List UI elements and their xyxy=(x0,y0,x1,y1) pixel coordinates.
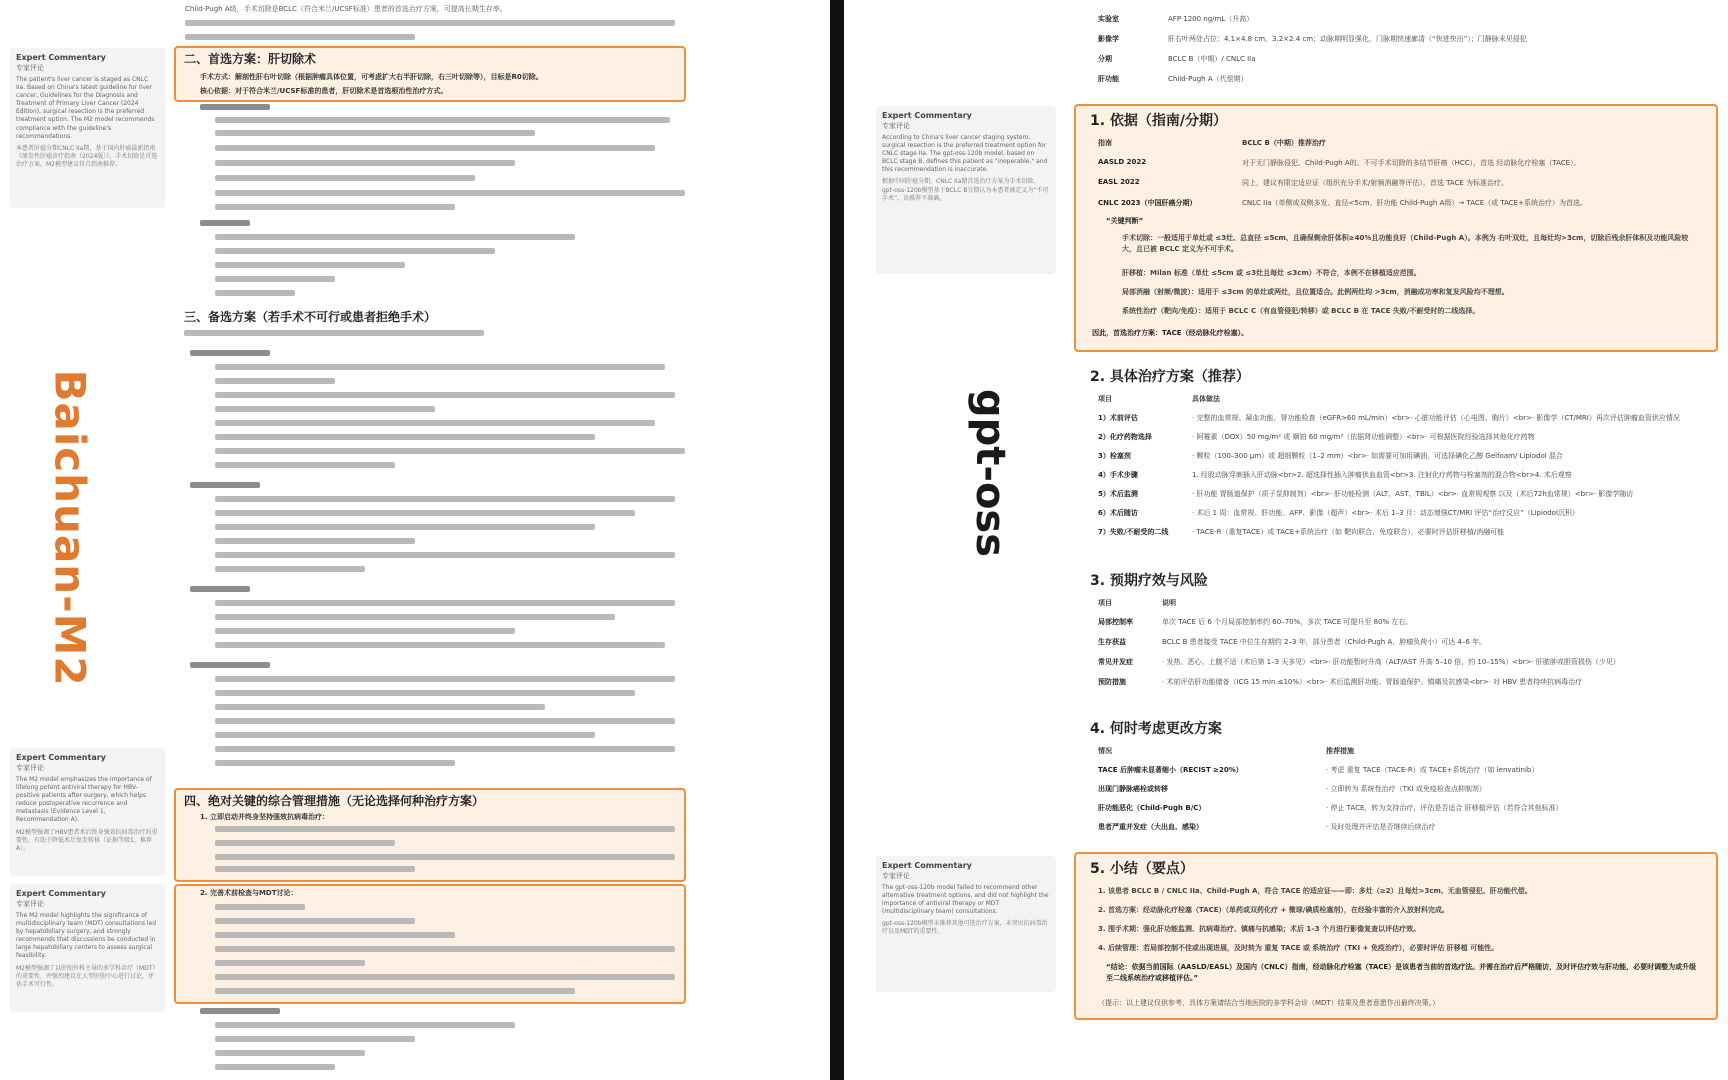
text-line xyxy=(215,642,665,648)
text-line xyxy=(200,220,250,226)
text-line xyxy=(190,586,250,592)
text-line xyxy=(215,406,435,412)
info-label: 肝功能 xyxy=(1098,75,1119,83)
text-line xyxy=(215,524,595,530)
table-cell: · 肝功能 胃肠道保护（质子泵抑制剂）<br>· 肝功能检测（ALT、AST、TBIL）<br>· 血常规观察 以及（术后72h血常规）<br>· 影像学随访 xyxy=(1192,490,1634,498)
text-line xyxy=(215,614,615,620)
model-label-gpt-oss: gpt-oss xyxy=(967,388,1013,558)
text-line xyxy=(190,662,270,668)
text-line xyxy=(215,946,675,952)
section-heading: 二、首选方案：肝切除术 xyxy=(184,52,317,66)
text-line xyxy=(215,932,455,938)
table-cell: 单次 TACE 后 6 个月局部控制率约 60–70%，多次 TACE 可提升至 80% 左右。 xyxy=(1162,618,1413,626)
text-line xyxy=(200,104,270,110)
text-line xyxy=(215,190,685,196)
text-line xyxy=(215,378,335,384)
section-heading: 5. 小结（要点） xyxy=(1090,861,1194,877)
text-line xyxy=(215,462,395,468)
expert-commentary-card xyxy=(10,748,165,876)
text-line xyxy=(215,854,675,860)
card-text-en: The M2 model emphasizes the importance of lifelong potent antiviral therapy for HBV-positive patients after surgery, which helps reduce postoperative recurrence and metastasis (Evidence Level 1, Recommendation A). xyxy=(16,776,152,824)
table-cell: 3）栓塞剂 xyxy=(1098,452,1131,460)
card-text-zh: M2模型强调了以肝胆外科主导的多学科诊疗（MDT）的重要性，并强烈建议在大型肝胆中心进行讨论，评估手术可行性。 xyxy=(16,964,159,988)
card-text-zh: M2模型强调了HBV患者术后终身强效抗病毒治疗的重要性，有助于降低术后复发转移（证据等级1，推荐A）。 xyxy=(16,828,158,852)
table-cell: 患者严重并发症（大出血、感染） xyxy=(1098,823,1203,831)
card-text-zh: 根据中国肝癌分期，CNLC IIa期首选治疗方案为手术切除。gpt-oss-120b模型基于BCLC B分期认为本患者被定义为“不可手术”，该推荐不准确。 xyxy=(882,178,1049,202)
conclusion-quote: “结论：依据当前国际（AASLD/EASL）及国内（CNLC）指南，经动脉化疗栓塞（TACE）是该患者当前的首选疗法。并需在治疗后严格随访，及时评估疗效与肝功能，必要时调整为或升级至二线系统治疗或移植评估。” xyxy=(1106,963,1697,983)
text-line xyxy=(215,175,475,181)
table-cell: · 考虑 重复 TACE（TACE-R）或 TACE+系统治疗（如 lenvatinib） xyxy=(1326,766,1539,774)
expert-commentary-card xyxy=(10,48,165,208)
table-header: 项目 xyxy=(1098,395,1112,403)
card-title: Expert Commentary xyxy=(16,889,106,898)
text-line xyxy=(215,732,595,738)
text-line xyxy=(215,262,405,268)
text-line xyxy=(215,690,635,696)
table-cell: 5）术后监测 xyxy=(1098,490,1138,498)
table-cell: CNLC IIa（单侧或双侧多发、直径<5cm、肝功能 Child-Pugh A级）→ TACE（或 TACE+系统治疗）为首选。 xyxy=(1242,199,1587,207)
table-cell: · TACE-R（重复TACE）或 TACE+系统治疗（如 靶向联合、免疫联合），必要时评估肝移植/消融可能 xyxy=(1192,528,1505,536)
text-line xyxy=(215,1064,335,1070)
section-point: 核心依据：对于符合米兰/UCSF标准的患者，肝切除术是首选根治性治疗方式。 xyxy=(200,87,448,95)
card-subtitle: 专家评论 xyxy=(882,872,910,880)
text-line xyxy=(215,840,395,846)
card-title: Expert Commentary xyxy=(882,861,972,870)
card-text-en: The patient's liver cancer is staged as CNLC IIa. Based on China's latest guideline for liver cancer, Guidelines for the Diagnosis and Treatment of Primary Liver Cancer (2024 Edition), surgical resection is the preferred treatment option. The M2 model recommends compliance with the guideline's recommendations. xyxy=(16,76,155,140)
info-label: 分期 xyxy=(1098,55,1112,63)
expert-commentary-card xyxy=(10,884,165,1012)
bullet: 局部消融（射频/微波）：适用于 ≤3cm 的单灶或两灶，且位置适合。此例两灶均 >3cm，消融成功率和复发风险均不理想。 xyxy=(1122,288,1509,296)
disclaimer: （提示：以上建议仅供参考，具体方案请结合当地医院的多学科会诊（MDT）结果及患者意愿作出最终决策。） xyxy=(1098,999,1440,1007)
text-line xyxy=(215,918,415,924)
table-cell: 4）手术步骤 xyxy=(1098,471,1138,479)
summary-item: 3. 围手术期：强化肝功能监测、抗病毒治疗、镇痛与抗感染；术后 1–3 个月进行影像复查以评估疗效。 xyxy=(1098,925,1421,933)
text-line xyxy=(215,392,675,398)
card-subtitle: 专家评论 xyxy=(16,64,44,72)
card-text-en: According to China's liver cancer staging system, surgical resection is the preferred treatment option for CNLC stage IIa. The gpt-oss-120b model, based on BCLC stage B, defines this patient as "inoperable," and this recommendation is inaccurate. xyxy=(882,134,1048,174)
pane-divider xyxy=(830,0,844,1080)
table-cell: · 及时处理并评估是否继续后续治疗 xyxy=(1326,823,1436,831)
text-line xyxy=(215,600,675,606)
text-line xyxy=(215,628,515,634)
text-line xyxy=(215,974,675,980)
table-cell: · 术前评估肝功能储备（ICG 15 min ≤10%）<br>· 术后监测肝功能、胃肠道保护、镇痛及抗感染<br>· 对 HBV 患者持续抗病毒治疗 xyxy=(1162,678,1583,686)
info-value: BCLC B（中期）/ CNLC IIa xyxy=(1168,55,1256,63)
table-cell: · 立即转为 系统性治疗（TKI 或免疫检查点抑制剂） xyxy=(1326,785,1486,793)
text-line xyxy=(215,364,665,370)
text-line xyxy=(215,746,675,752)
table-cell: CNLC 2023（中国肝癌分期） xyxy=(1098,199,1197,207)
text-line xyxy=(215,117,670,123)
table-cell: 常见并发症 xyxy=(1098,658,1133,666)
text-line xyxy=(215,826,675,832)
text-line xyxy=(215,1022,515,1028)
table-cell: · 完整的血常规、凝血功能、肾功能检查（eGFR>60 mL/min）<br>· 心脏功能评估（心电图、胸片）<br>· 影像学（CT/MRI）再次评估肿瘤血管供应情况 xyxy=(1192,414,1680,422)
text-line xyxy=(190,482,260,488)
text-line xyxy=(215,204,455,210)
text-line xyxy=(215,1036,415,1042)
card-subtitle: 专家评论 xyxy=(16,764,44,772)
table-cell: · 阿霉素（DOX）50 mg/m² 或 顺铂 60 mg/m²（依据肾功能调整）<br>· 可根据医院经验选择其他化疗药物 xyxy=(1192,433,1535,441)
text-line xyxy=(215,145,655,151)
text-line xyxy=(185,20,675,26)
section-heading: 四、绝对关键的综合管理措施（无论选择何种治疗方案） xyxy=(184,794,485,808)
table-cell: 6）术后随访 xyxy=(1098,509,1138,517)
text-line xyxy=(215,960,365,966)
card-title: Expert Commentary xyxy=(16,753,106,762)
table-cell: TACE 后肿瘤未显著缩小（RECIST ≥20%） xyxy=(1098,766,1243,774)
table-cell: · 发热、恶心、上腹不适（术后第 1–3 天多见）<br>· 肝功能暂时升高（ALT/AST 升高 5–10 倍，约 10–15%）<br>· 肝脓肿或胆管损伤（少见） xyxy=(1162,658,1620,666)
text-line xyxy=(215,538,415,544)
table-cell: 同上，建议有限定适应证（组织充分手术/射频消融等评估），首选 TACE 为标准治疗。 xyxy=(1242,179,1509,187)
info-value: Child-Pugh A（代偿期） xyxy=(1168,75,1248,83)
table-cell: 生存获益 xyxy=(1098,638,1126,646)
text-line xyxy=(215,130,535,136)
table-cell: 局部控制率 xyxy=(1098,618,1133,626)
text-line xyxy=(200,1008,280,1014)
card-subtitle: 专家评论 xyxy=(882,122,910,130)
table-cell: EASL 2022 xyxy=(1098,178,1140,186)
text-line xyxy=(215,904,305,910)
text-line xyxy=(215,434,595,440)
section-heading: 1. 依据（指南/分期） xyxy=(1090,113,1228,129)
card-title: Expert Commentary xyxy=(16,53,106,62)
text-line xyxy=(215,1050,365,1056)
text-line xyxy=(190,350,270,356)
table-header: BCLC B（中期）推荐治疗 xyxy=(1242,139,1326,147)
text-line xyxy=(215,290,295,296)
text-line xyxy=(215,566,365,572)
table-header: 说明 xyxy=(1162,599,1176,607)
table-cell: 1. 经股动脉穿刺插入肝动脉<br>2. 超选择性插入肿瘤供血血管<br>3. 注射化疗药物与栓塞剂的混合物<br>4. 术后观察 xyxy=(1192,471,1572,479)
bullet: 手术切除：一般适用于单灶或 ≤3灶、总直径 ≤5cm、且确保剩余肝体积≥40%且功能良好（Child-Pugh A）。本例为 右叶双灶，且每灶均>3cm，切除后残余肝体积及功能风险较大，且已被 BCLC 定义为不可手术。 xyxy=(1122,234,1689,254)
summary-item: 4. 后续管理：若局部控制不佳或出现进展，及时转为 重复 TACE 或 系统治疗（TKI + 免疫治疗），必要时评估 肝移植 可能性。 xyxy=(1098,944,1499,952)
section-heading: 2. 具体治疗方案（推荐） xyxy=(1090,369,1250,385)
section-subheading: 2. 完善术前检查与MDT讨论： xyxy=(200,889,298,897)
info-value: 肝右叶两处占位：4.1×4.8 cm，3.2×2.4 cm；动脉期明显强化，门脉期快速廓清（“快进快出”）；门静脉未见侵犯 xyxy=(1168,35,1527,43)
table-cell: 1）术前评估 xyxy=(1098,414,1138,422)
text-line xyxy=(215,760,455,766)
info-label: 实验室 xyxy=(1098,15,1119,23)
left-top-line: Child-Pugh A级，手术切除是BCLC（符合米兰/UCSF标准）患者的首选治疗方案，可提高长期生存率。 xyxy=(185,5,507,13)
section-heading: 三、备选方案（若手术不可行或患者拒绝手术） xyxy=(184,310,437,324)
text-line xyxy=(215,704,545,710)
bullet: 肝移植：Milan 标准（单灶 ≤5cm 或 ≤3灶且每灶 ≤3cm）不符合，本例不在移植适应范围。 xyxy=(1122,269,1421,277)
card-text-en: The gpt-oss-120b model failed to recommend other alternative treatment options, and did not highlight the importance of antiviral therapy or MDT (multidisciplinary team) consultations. xyxy=(882,884,1049,916)
text-line xyxy=(215,988,575,994)
table-header: 具体做法 xyxy=(1192,395,1220,403)
text-line xyxy=(215,676,675,682)
info-label: 影像学 xyxy=(1098,35,1119,43)
section-heading: 4. 何时考虑更改方案 xyxy=(1090,721,1222,737)
table-cell: AASLD 2022 xyxy=(1098,158,1147,166)
key-judgement-title: “关键判断” xyxy=(1106,217,1144,225)
table-cell: · 术后 1 周：血常规、肝功能、AFP、影像（超声）<br>· 术后 1–3 月：动态增强CT/MRI 评估“治疗反应”（Lipiodol沉积） xyxy=(1192,509,1579,517)
text-line xyxy=(215,276,335,282)
text-line xyxy=(185,34,415,40)
table-cell: 出现门静脉癌栓或转移 xyxy=(1098,785,1168,793)
section-heading: 3. 预期疗效与风险 xyxy=(1090,573,1208,589)
card-title: Expert Commentary xyxy=(882,111,972,120)
left-document-pane xyxy=(0,0,826,1080)
text-line xyxy=(215,510,635,516)
text-line xyxy=(184,330,484,336)
section-point: 手术方式：解剖性肝右叶切除（根据肿瘤具体位置，可考虑扩大右半肝切除，右三叶切除等），目标是R0切除。 xyxy=(200,73,543,81)
card-text-en: The M2 model highlights the significance of multidisciplinary team (MDT) consultations led by hepatobiliary surgery, and strongly recommends that discussions be conducted in large hepatobiliary centers to assess surgical feasibility. xyxy=(16,912,157,960)
text-line xyxy=(215,248,495,254)
expert-commentary-card xyxy=(876,106,1056,274)
text-line xyxy=(215,448,685,454)
table-cell: 肝功能恶化（Child-Pugh B/C） xyxy=(1098,804,1206,812)
info-value: AFP 1200 ng/mL（升高） xyxy=(1168,15,1254,23)
card-text-zh: gpt-oss-120b模型未推荐其他可选治疗方案，未突出抗病毒治疗以及MDT的重要性。 xyxy=(882,920,1048,936)
table-cell: BCLC B 患者接受 TACE 中位生存期约 2–3 年，部分患者（Child-Pugh A，肿瘤负荷小）可达 4–6 年。 xyxy=(1162,638,1487,646)
text-line xyxy=(215,718,675,724)
text-line xyxy=(215,420,655,426)
text-line xyxy=(215,866,415,872)
expert-commentary-card xyxy=(876,856,1056,992)
table-header: 项目 xyxy=(1098,599,1112,607)
section-subheading: 1. 立即启动并终身坚持强效抗病毒治疗： xyxy=(200,813,329,821)
table-cell: · 颗粒（100–300 μm）或 超细颗粒（1–2 mm）<br>· 如需要可加用碘油，可选择碘化乙醇 Gelfoam/ Lipiodol 混合 xyxy=(1192,452,1563,460)
table-cell: 2）化疗药物选择 xyxy=(1098,433,1152,441)
table-cell: 预防措施 xyxy=(1098,678,1126,686)
table-header: 情况 xyxy=(1098,747,1112,755)
table-cell: · 停止 TACE，转为支持治疗，评估是否适合 肝移植评估（若符合其他标准） xyxy=(1326,804,1563,812)
model-label-baichuan: Baichuan-M2 xyxy=(45,369,95,687)
summary-item: 2. 首选方案：经动脉化疗栓塞（TACE）（单药或双药化疗 + 微球/碘质栓塞剂），在经验丰富的介入放射科完成。 xyxy=(1098,906,1449,914)
summary-item: 1. 该患者 BCLC B / CNLC IIa、Child-Pugh A，符合 TACE 的适应证——即：多灶（≥2）且每灶>3cm、无血管侵犯、肝功能代偿。 xyxy=(1098,887,1532,895)
table-cell: 对于无门静脉侵犯、Child-Pugh A的、不可手术切除的多结节肝癌（HCC），首选 经动脉化疗栓塞（TACE）。 xyxy=(1242,159,1581,167)
text-line xyxy=(215,552,675,558)
table-header: 指南 xyxy=(1098,139,1112,147)
table-header: 推荐措施 xyxy=(1326,747,1354,755)
card-subtitle: 专家评论 xyxy=(16,900,44,908)
text-line xyxy=(215,496,675,502)
card-text-zh: 本患者肝癌分期CNLC IIa期，基于国内肝癌最新指南《原发性肝癌诊疗指南（2024版）》，手术切除是首选治疗方案，M2模型建议符合指南推荐。 xyxy=(16,144,158,168)
text-line xyxy=(215,234,575,240)
table-cell: 7）失败/不耐受的二线 xyxy=(1098,528,1169,536)
bullet: 系统性治疗（靶向/免疫）：适用于 BCLC C（有血管侵犯/转移）或 BCLC B 在 TACE 失败/不耐受时的二线选择。 xyxy=(1122,307,1480,315)
highlight-box-mdt xyxy=(174,884,686,1004)
text-line xyxy=(215,160,515,166)
conclusion: 因此，首选治疗方案：TACE（经动脉化疗栓塞）。 xyxy=(1092,329,1249,337)
